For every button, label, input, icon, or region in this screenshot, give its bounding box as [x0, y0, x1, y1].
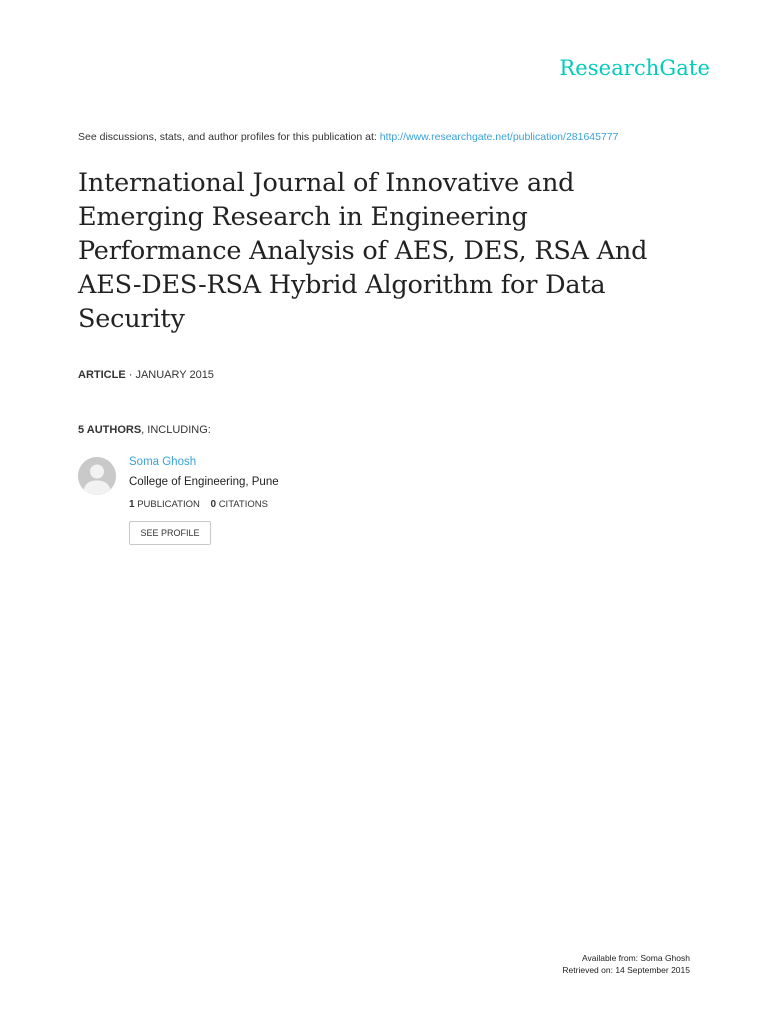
publication-date: JANUARY 2015 — [135, 369, 214, 381]
publications-label: PUBLICATION — [137, 499, 200, 510]
citations-count: 0 — [210, 499, 217, 510]
publication-meta — [78, 369, 214, 381]
citations-label: CITATIONS — [218, 499, 268, 510]
author-stats — [129, 499, 268, 510]
default-user-avatar-icon[interactable] — [78, 457, 116, 495]
publication-type: ARTICLE — [78, 369, 126, 381]
footer-info — [562, 952, 690, 976]
author-institution: College of Engineering, Pune — [129, 476, 279, 488]
author-card — [78, 455, 478, 555]
discussion-text: See discussions, stats, and author profiles for this publication at: — [78, 131, 380, 143]
publication-title: International Journal of Innovative and Emerging Research in Engineering Performance Analysis of AES, DES, RSA And AES-DES-RSA Hybrid Algorithm for Data Security — [78, 168, 648, 334]
authors-heading — [78, 424, 211, 436]
author-name-link[interactable]: Soma Ghosh — [129, 456, 197, 468]
meta-separator: · — [125, 369, 136, 381]
researchgate-logo[interactable]: ResearchGate — [559, 56, 710, 80]
publications-count: 1 — [129, 499, 135, 510]
publication-link[interactable]: http://www.researchgate.net/publication/281645777 — [379, 131, 619, 143]
available-from: Available from: Soma Ghosh — [581, 953, 690, 963]
authors-suffix: , INCLUDING: — [141, 424, 211, 436]
discussion-notice — [78, 131, 619, 143]
see-profile-button[interactable]: SEE PROFILE — [129, 521, 211, 545]
authors-count: 5 AUTHORS — [78, 424, 142, 436]
retrieved-on: Retrieved on: 14 September 2015 — [562, 965, 690, 975]
